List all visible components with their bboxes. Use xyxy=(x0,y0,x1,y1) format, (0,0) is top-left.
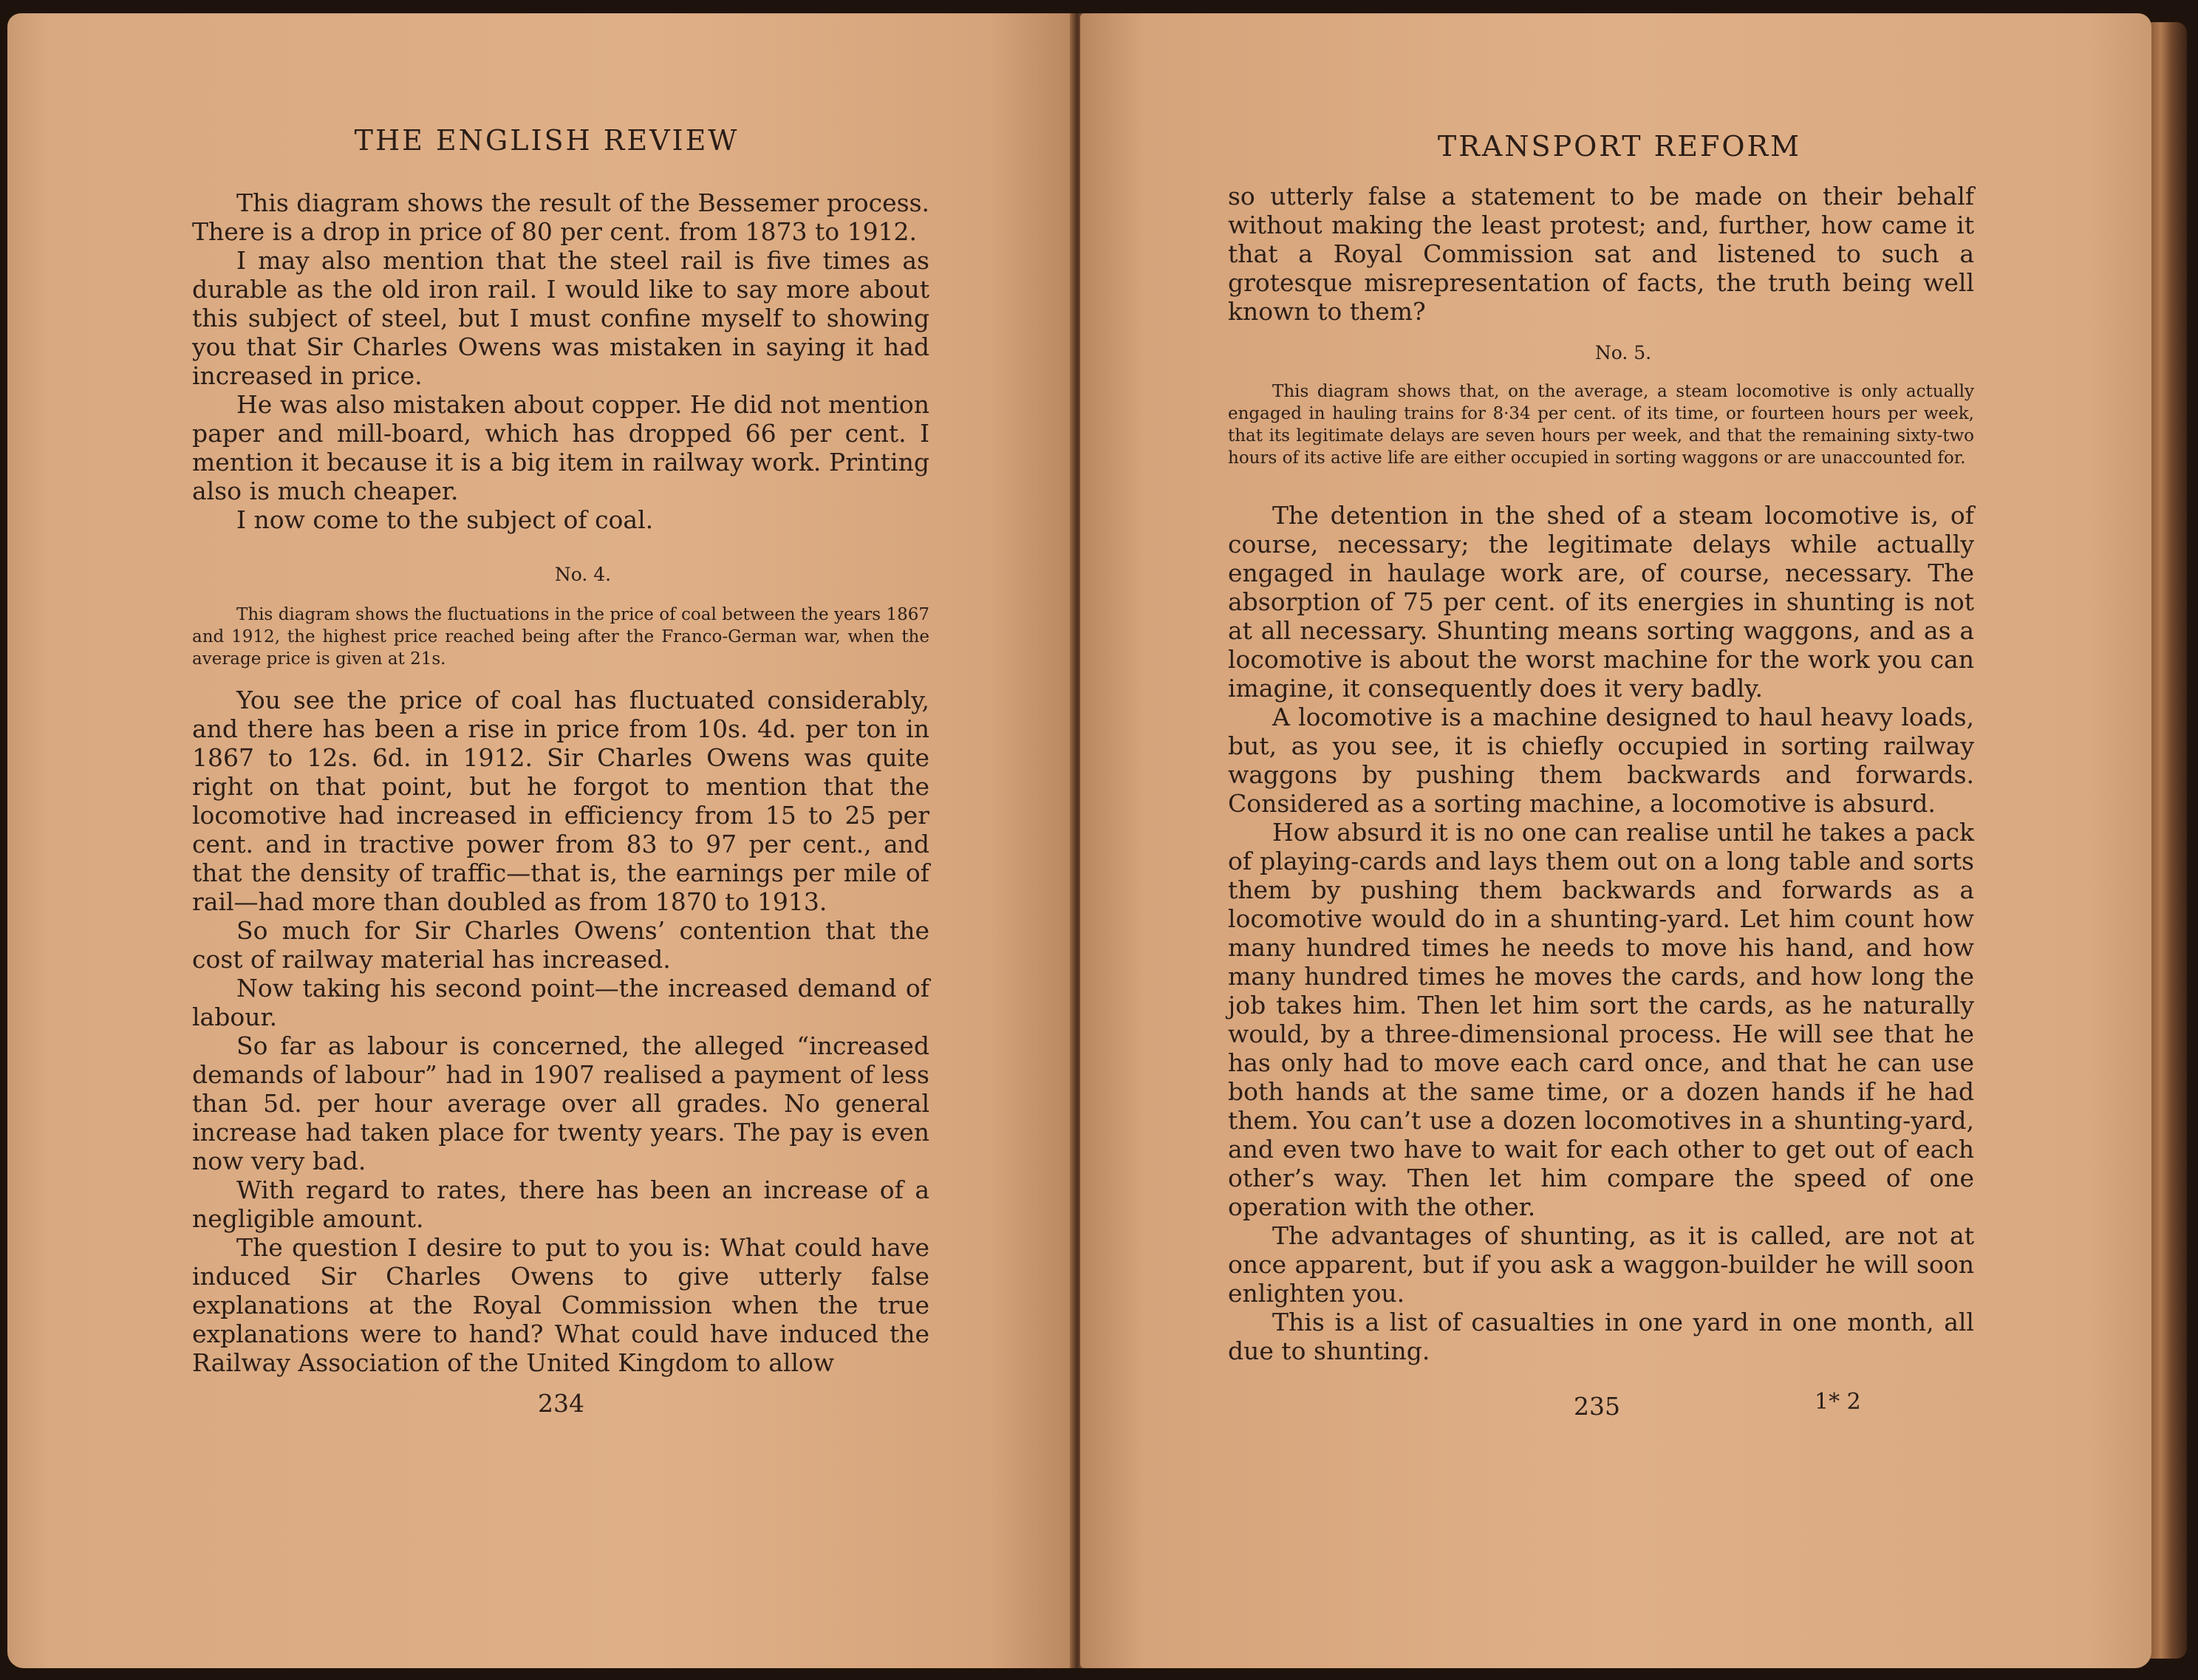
paragraph: I may also mention that the steel rail is five times as durable as the old iron rail. I would like to say more about this subject of steel, but I must confine myself to showing you that Sir Charles Owens was mistaken in saying it had increased in price. xyxy=(192,246,929,390)
page-edges xyxy=(2150,22,2187,1659)
figure-label: No. 4. xyxy=(554,564,612,585)
paragraph: How absurd it is no one can realise until he takes a pack of playing-cards and lays them out on a long table and sorts them by pushing them backwards and forwards as a locomotive would do in a shunting-yard. Let him count how many hundred times he needs to move his hand, and how many hundred times he moves the cards, and how long the job takes him. Then let him sort the cards, as he naturally would, by a three-dimensional process. He will see that he has only had to move each card once, and that he can use both hands at the same time, or a dozen hands if he had them. You can’t use a dozen locomotives in a shunting-yard, and even two have to wait for each other to get out of each other’s way. Then let him compare the speed of one operation with the other. xyxy=(1228,818,1974,1221)
signature-mark: 1* 2 xyxy=(1815,1389,1861,1415)
paragraph: A locomotive is a machine designed to haul heavy loads, but, as you see, it is chiefly occupied in sorting railway waggons by pushing them backwards and forwards. Considered as a sorting machine, a locomotive is absurd. xyxy=(1228,703,1974,818)
paragraph: So much for Sir Charles Owens’ contention that the cost of railway material has increased. xyxy=(192,916,929,974)
paragraph: The detention in the shed of a steam locomotive is, of course, necessary; the legitimate delays while actually engaged in haulage work are, of course, necessary. The absorption of 75 per cent. of its energies in shunting is not at all necessary. Shunting means sorting waggons, and as a locomotive is about the worst machine for the work you can imagine, it consequently does it very badly. xyxy=(1228,501,1974,703)
right-text-bottom xyxy=(1228,501,1974,1365)
left-running-head: THE ENGLISH REVIEW xyxy=(354,124,740,157)
right-figure-caption-block xyxy=(1228,338,1974,469)
paragraph: This is a list of casualties in one yard in one month, all due to shunting. xyxy=(1228,1308,1974,1365)
paragraph: The question I desire to put to you is: What could have induced Sir Charles Owens to give utterly false explanations at the Royal Commission when the true explanations were to hand? What could have induced the Railway Association of the United Kingdom to allow xyxy=(192,1233,929,1377)
left-page xyxy=(7,13,1074,1668)
left-text-top xyxy=(192,188,929,534)
paragraph: I now come to the subject of coal. xyxy=(236,505,654,534)
paragraph: This diagram shows the result of the Bessemer process. There is a drop in price of 80 per cent. from 1873 to 1912. xyxy=(192,188,929,246)
paragraph: With regard to rates, there has been an increase of a negligible amount. xyxy=(192,1175,929,1233)
left-text-bottom xyxy=(192,686,929,1377)
paragraph: You see the price of coal has fluctuated considerably, and there has been a rise in price from 10s. 4d. per ton in 1867 to 12s. 6d. in 1912. Sir Charles Owens was quite right on that point, but he forgot to mention that the locomotive had increased in efficiency from 15 to 25 per cent. and in tractive power from 83 to 97 per cent., and that the density of traffic—that is, the earnings per mile of rail—had more than doubled as from 1870 to 1913. xyxy=(192,686,929,916)
right-page xyxy=(1080,13,2151,1668)
left-figure-caption-block xyxy=(192,560,929,670)
paragraph: He was also mistaken about copper. He did not mention paper and mill-board, which has dropped 66 per cent. I mention it because it is a big item in railway work. Printing also is much cheaper. xyxy=(192,390,929,505)
paragraph: So far as labour is concerned, the alleged “increased demands of labour” had in 1907 realised a payment of less than 5d. per hour average over all grades. No general increase had taken place for twenty years. The pay is even now very bad. xyxy=(192,1031,929,1175)
right-text-top xyxy=(1228,182,1974,326)
figure-label: No. 5. xyxy=(1594,342,1652,363)
paragraph: Now taking his second point—the increased demand of labour. xyxy=(192,974,929,1031)
left-page-number: 234 xyxy=(538,1389,584,1418)
paragraph: The advantages of shunting, as it is called, are not at once apparent, but if you ask a waggon-builder he will soon enlighten you. xyxy=(1228,1221,1974,1308)
paragraph: so utterly false a statement to be made on their behalf without making the least protest; and, further, how came it that a Royal Commission sat and listened to such a grotesque misrepresentation of facts, the truth being well known to them? xyxy=(1228,182,1974,326)
right-running-head: TRANSPORT REFORM xyxy=(1437,130,1802,163)
figure-caption: This diagram shows the fluctuations in the price of coal between the years 1867 and 1912, the highest price reached being after the Franco-German war, when the average price is given at 21s. xyxy=(192,605,929,669)
right-page-number: 235 xyxy=(1574,1392,1620,1421)
figure-caption: This diagram shows that, on the average, a steam locomotive is only actually engaged in hauling trains for 8·34 per cent. of its time, or fourteen hours per week, that its legitimate delays are seven hours per week, and that the remaining sixty-two hours of its active life are either occupied in sorting waggons or are unaccounted for. xyxy=(1228,382,1974,468)
